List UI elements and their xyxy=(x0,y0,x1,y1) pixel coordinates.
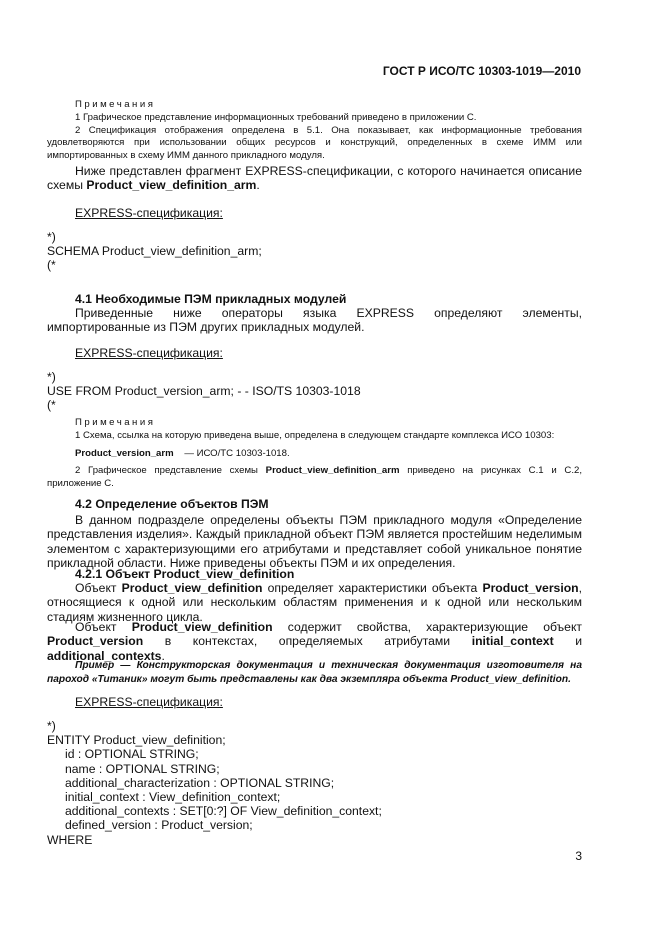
section-4-2-heading: 4.2 Определение объектов ПЭМ xyxy=(75,497,269,511)
express-code-schema: *) SCHEMA Product_view_definition_arm; (* xyxy=(47,230,262,273)
section-4-2-1-paragraph-1: Объект Product_view_definition определяет характеристики объекта Product_version, относящиеся к одной или нескольким областям применения и к одной или нескольким стадиям жизненного цикла. xyxy=(47,581,583,624)
document-header: ГОСТ Р ИСО/ТС 10303-1019—2010 xyxy=(382,64,581,78)
entity-attribute: initial_context : View_definition_context; xyxy=(65,790,281,805)
section-4-2-1-heading: 4.2.1 Объект Product_view_definition xyxy=(75,567,295,581)
notes-label: Примечания xyxy=(75,99,156,110)
note-item: 2 Графическое представление схемы Product_view_definition_arm приведено на рисунках С.1 и С.2, приложение С. xyxy=(47,465,582,490)
note-reference: Product_version_arm — ИСО/ТС 10303-1018. xyxy=(75,447,290,459)
notes-label: Примечания xyxy=(75,417,156,428)
section-4-2-1-paragraph-2: Объект Product_view_definition содержит свойства, характеризующие объект Product_version в контекстах, определяемых атрибутами initial_context и additional_contexts. xyxy=(47,620,583,663)
note-item: 1 Схема, ссылка на которую приведена выше, определена в следующем стандарте комплекса ИСО 10303: xyxy=(75,429,555,441)
entity-attribute: additional_contexts : SET[0:?] OF View_definition_context; xyxy=(65,804,382,819)
example-paragraph: Пример — Конструкторская документация и техническая документация изготовителя на пароход «Титаник» могут быть представлены как два экземпляра объекта Product_view_definition. xyxy=(47,660,582,685)
notes-block-2 xyxy=(47,417,582,491)
intro-paragraph: Ниже представлен фрагмент EXPRESS-спецификации, с которого начинается описание схемы Product_view_definition_arm. xyxy=(47,164,582,193)
section-4-2-text: В данном подразделе определены объекты ПЭМ прикладного модуля «Определение представления изделия». Каждый прикладной объект ПЭМ является простейшим неделимым элементом с характеризующими его атрибутами и представляет собой уникальное понятие прикладной области. Ниже приведены объекты ПЭМ и их определения. xyxy=(47,513,582,571)
express-spec-label: EXPRESS-спецификация: xyxy=(75,206,223,220)
entity-attribute: id : OPTIONAL STRING; xyxy=(65,747,199,762)
section-4-1-heading: 4.1 Необходимые ПЭМ прикладных модулей xyxy=(75,292,347,306)
entity-attribute: defined_version : Product_version; xyxy=(65,818,253,833)
notes-block-1 xyxy=(47,99,582,163)
express-spec-label: EXPRESS-спецификация: xyxy=(75,695,223,709)
express-code-entity: *) ENTITY Product_view_definition; id : OPTIONAL STRING; name : OPTIONAL STRING; additional_characterization : OPTIONAL STRING; initial_context : View_definition_context; additional_contexts : SET[0:?] OF View_definition_context; defined_version : Product_version; WHERE xyxy=(47,719,582,847)
note-item: 2 Спецификация отображения определена в 5.1. Она показывает, как информационные требования удовлетворяются при использовании общих ресурсов и конструкций, определенных в схеме ИММ или импортированных в схему ИММ данного прикладного модуля. xyxy=(47,124,582,162)
entity-attribute: additional_characterization : OPTIONAL STRING; xyxy=(65,775,335,790)
section-4-1-text: Приведенные ниже операторы языка EXPRESS определяют элементы, импортированные из ПЭМ других прикладных модулей. xyxy=(47,306,582,335)
express-spec-label: EXPRESS-спецификация: xyxy=(75,346,223,360)
entity-attribute: name : OPTIONAL STRING; xyxy=(65,761,220,776)
schema-name: Product_view_definition_arm xyxy=(86,178,257,193)
express-code-use-from: *) USE FROM Product_version_arm; - - ISO/TS 10303-1018 (* xyxy=(47,370,361,413)
page-number: 3 xyxy=(575,849,582,863)
note-item: 1 Графическое представление информационных требований приведено в приложении С. xyxy=(75,111,477,123)
